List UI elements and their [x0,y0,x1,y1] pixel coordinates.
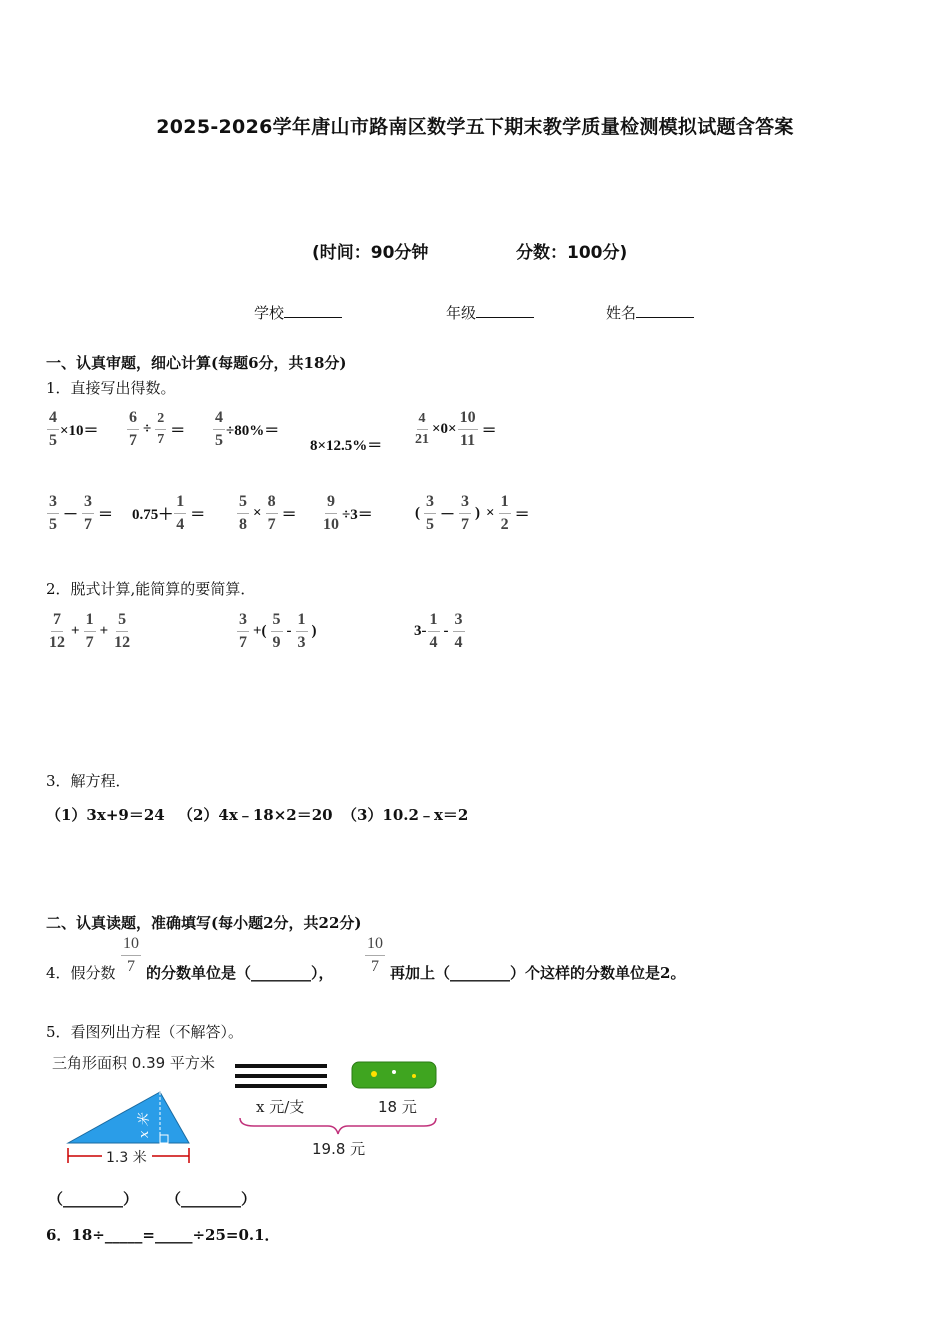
operator: ÷ [143,421,152,437]
calc-expr-2 [236,612,320,651]
q5-answer-1[interactable]: （________） [48,1190,139,1208]
fraction: $\frac{4}{5}$ [49,409,57,449]
fraction: $\frac{1}{2}$ [500,493,509,533]
section1-heading: 一、认真审题，细心计算(每题6分，共18分) [46,354,347,372]
question-4-mid: 的分数单位是（________）， [146,964,334,982]
operator: ( [415,505,420,521]
fraction: $\frac{4}{21}$ [415,411,429,447]
equation-1: （1）3x+9＝24 [46,806,165,824]
pencil-box [352,1062,436,1088]
total-label: 19.8 元 [312,1140,366,1158]
r2-expr-2 [132,494,208,533]
operator: + [71,623,80,639]
q4-fraction-1 [120,936,142,975]
grade-field [446,302,534,323]
operator: ) [475,505,481,521]
operator: × [253,505,262,521]
fraction: $\frac{2}{7}$ [157,411,165,447]
fraction: $\frac{10}{7}$ [123,935,139,975]
operator: ＝ [514,507,530,523]
equation-3: （3）10.2﹣x＝2 [342,806,469,824]
base-label: 1.3 米 [106,1150,147,1166]
expr-text: 0.75＋ [132,507,174,523]
calc-expr-1 [46,612,133,651]
fraction: $\frac{7}{12}$ [49,611,65,651]
operator: ＝ [170,423,186,439]
fraction: $\frac{1}{4}$ [429,611,438,651]
fraction: $\frac{3}{4}$ [454,611,463,651]
equation-2: （2）4x﹣18×2＝20 [178,806,333,824]
operator: ＝ [98,507,114,523]
r2-expr-3 [236,494,300,533]
question-4-end: 再加上（________）个这样的分数单位是2。 [390,964,686,982]
pen-label: x 元/支 [256,1098,305,1116]
fraction: $\frac{3}{7}$ [239,611,247,651]
box-decoration [412,1074,416,1078]
triangle-shape [68,1092,189,1143]
r1-expr-5 [412,410,500,449]
question-5: 5．看图列出方程（不解答）。 [46,1023,244,1041]
fraction: $\frac{10}{7}$ [367,935,383,975]
name-label: 姓名 [606,304,637,322]
expr-text: ×10＝ [60,423,99,439]
score-label: 分数：100分) [516,243,628,263]
question-3: 3．解方程． [46,772,131,790]
fraction: $\frac{5}{8}$ [239,493,247,533]
expr-text: 3- [414,623,427,639]
operator: ＝ [481,423,497,439]
r1-expr-3 [212,410,279,449]
fraction: $\frac{3}{7}$ [461,493,470,533]
box-decoration [392,1070,396,1074]
pen-1 [235,1064,327,1068]
operator: × [486,505,495,521]
operator: ＝ [281,507,297,523]
r1-expr-2 [126,410,188,449]
height-label: x 米 [137,1113,152,1138]
expr-text: ×0× [432,421,457,437]
r2-expr-4 [320,494,373,533]
box-decoration [371,1071,377,1077]
name-blank[interactable] [636,303,694,318]
fraction: $\frac{4}{5}$ [215,409,223,449]
operator: - [286,623,292,639]
question-4-start: 4．假分数 [46,964,116,982]
operator: ) [311,623,317,639]
fraction: $\frac{1}{7}$ [85,611,94,651]
question-6: 6．18÷_____=_____÷25=0.1． [46,1226,280,1244]
pen-3 [235,1084,327,1088]
name-field [606,302,694,323]
r1-expr-4: 8×12.5%＝ [310,438,383,454]
q4-fraction-2 [364,936,386,975]
question-2: 2．脱式计算,能简算的要简算． [46,580,256,598]
pen-2 [235,1074,327,1078]
fraction: $\frac{5}{9}$ [272,611,281,651]
school-blank[interactable] [284,303,342,318]
fraction: $\frac{8}{7}$ [267,493,276,533]
school-field [254,302,342,323]
fraction: $\frac{3}{5}$ [426,493,434,533]
total-brace [240,1118,436,1134]
fraction: $\frac{9}{10}$ [323,493,339,533]
grade-label: 年级 [446,304,477,322]
fraction: $\frac{1}{4}$ [176,493,185,533]
r2-expr-1 [46,494,116,533]
operator: － [440,507,456,523]
fraction: $\frac{1}{3}$ [297,611,306,651]
fraction: $\frac{10}{11}$ [459,409,476,449]
triangle-caption: 三角形面积 0.39 平方米 [52,1054,215,1072]
operator: + [99,623,109,639]
operator: +( [253,623,267,639]
q5-figure [44,1048,464,1168]
calc-expr-3 [414,612,466,651]
fraction: $\frac{5}{12}$ [114,611,131,651]
school-label: 学校 [254,304,285,322]
expr-text: ÷80%＝ [226,423,280,439]
page-title: 2025-2026学年唐山市路南区数学五下期末教学质量检测模拟试题含答案 [156,116,794,138]
operator: － [63,507,79,523]
r2-expr-5 [412,494,533,533]
q5-answer-2[interactable]: （________） [166,1190,257,1208]
question-1: 1．直接写出得数。 [46,379,176,397]
r1-expr-1 [46,410,99,449]
box-label: 18 元 [378,1098,417,1116]
expr-text: ÷3＝ [342,507,373,523]
operator: - [443,623,449,639]
fraction: $\frac{6}{7}$ [129,409,137,449]
section2-heading: 二、认真读题，准确填写(每小题2分，共22分) [46,914,362,932]
fraction: $\frac{3}{5}$ [49,493,57,533]
operator: ＝ [190,507,206,523]
time-label: (时间：90分钟 [312,243,429,263]
fraction: $\frac{3}{7}$ [84,493,93,533]
grade-blank[interactable] [476,303,534,318]
